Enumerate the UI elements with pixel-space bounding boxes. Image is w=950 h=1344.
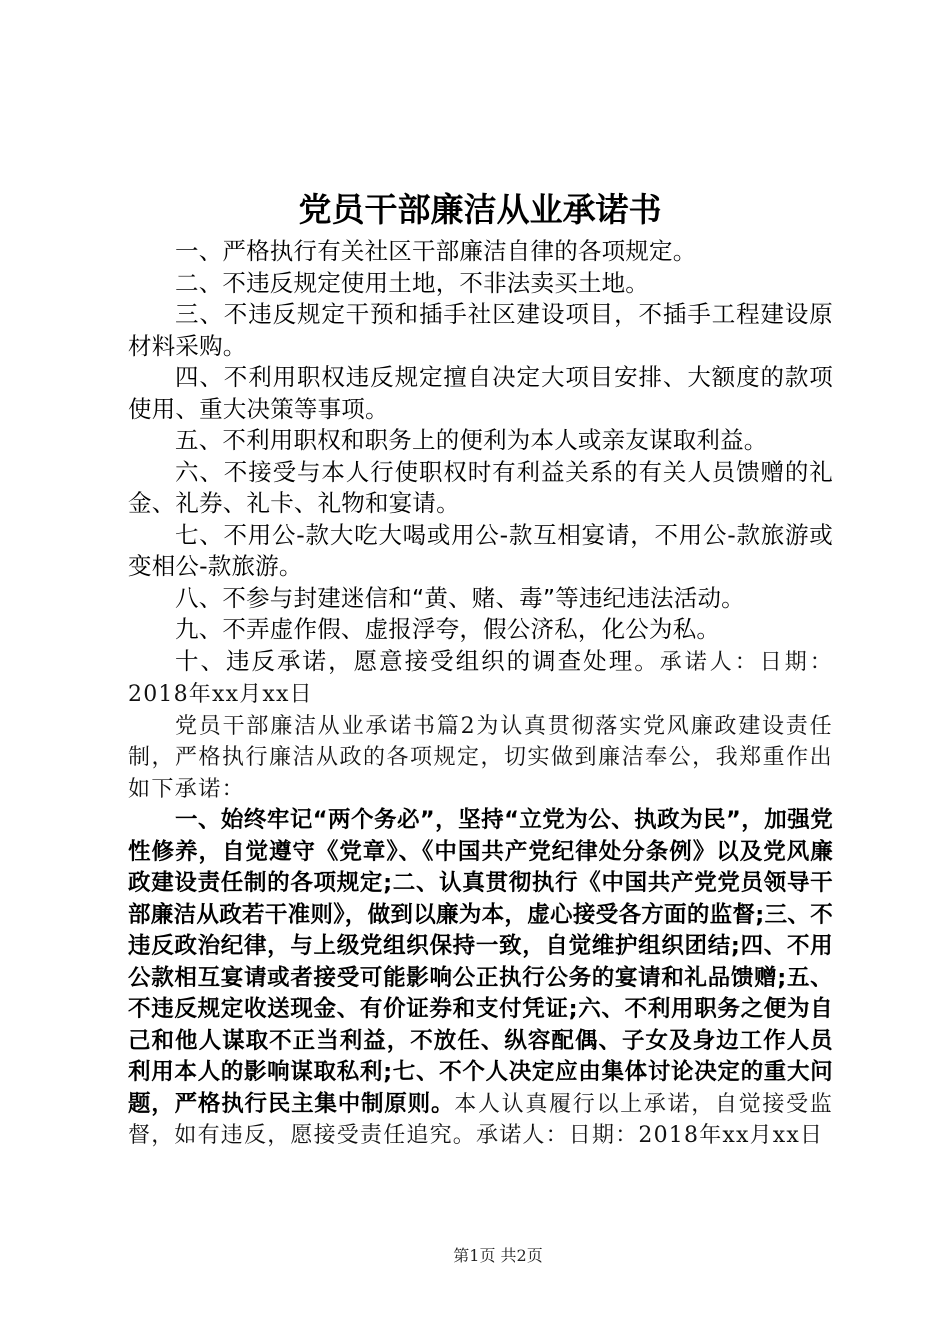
section2-closing: 本人认真履行以上承诺，自觉接受监督，如有违反，愿接受责任追究。承诺人：日期：2018年xx月xx日 xyxy=(128,1091,833,1148)
list-item: 三、不违反规定干预和插手社区建设项目，不插手工程建设原材料采购。 xyxy=(128,300,833,360)
list-item: 九、不弄虚作假、虚报浮夸，假公济私，化公为私。 xyxy=(175,615,721,643)
document-title: 党员干部廉洁从业承诺书 xyxy=(298,190,662,229)
list-item: 八、不参与封建迷信和“黄、赌、毒”等违纪违法活动。 xyxy=(175,583,745,612)
document-body xyxy=(128,236,833,1152)
list-item: 二、不违反规定使用土地，不非法卖买土地。 xyxy=(175,268,649,297)
page-number: 第1页 共2页 xyxy=(453,1246,543,1265)
section2-body xyxy=(128,805,833,1152)
list-item: 六、不接受与本人行使职权时有利益关系的有关人员馈赠的礼金、礼券、礼卡、礼物和宴请。 xyxy=(128,457,833,517)
item-ten-text: 十、违反承诺，愿意接受组织的调查处理。 xyxy=(175,646,660,675)
list-item: 一、严格执行有关社区干部廉洁自律的各项规定。 xyxy=(175,237,697,265)
list-item-ten xyxy=(128,646,833,711)
signoff-first: 承诺人：日期：2018年xx月xx日 xyxy=(128,649,833,707)
section2-commitments: 一、始终牢记“两个务必”，坚持“立党为公、执政为民”，加强党性修养，自觉遵守《党章》、《中国共产党纪律处分条例》以及党风廉政建设责任制的各项规定;二、认真贯彻执行《中国共产党党员领导干部廉洁从政若干准则》，做到以廉为本，虚心接受各方面的监督;三、不违反政治纪律，与上级党组织保持一致，自觉维护组织团结;四、不用公款相互宴请或者接受可能影响公正执行公务的宴请和礼品馈赠;五、不违反规定收送现金、有价证券和支付凭证;六、不利用职务之便为自己和他人谋取不正当利益，不放任、纵容配偶、子女及身边工作人员利用本人的影响谋取私利;七、不个人决定应由集体讨论决定的重大问题，严格执行民主集中制原则。 xyxy=(128,807,833,1117)
list-item: 五、不利用职权和职务上的便利为本人或亲友谋取利益。 xyxy=(175,426,768,454)
list-item: 四、不利用职权违反规定擅自决定大项目安排、大额度的款项使用、重大决策等事项。 xyxy=(128,363,833,423)
section2-intro: 党员干部廉洁从业承诺书篇2为认真贯彻落实党风廉政建设责任制，严格执行廉洁从政的各项规定，切实做到廉洁奉公，我郑重作出如下承诺： xyxy=(128,713,833,802)
list-item: 七、不用公-款大吃大喝或用公-款互相宴请，不用公-款旅游或变相公-款旅游。 xyxy=(128,520,833,580)
